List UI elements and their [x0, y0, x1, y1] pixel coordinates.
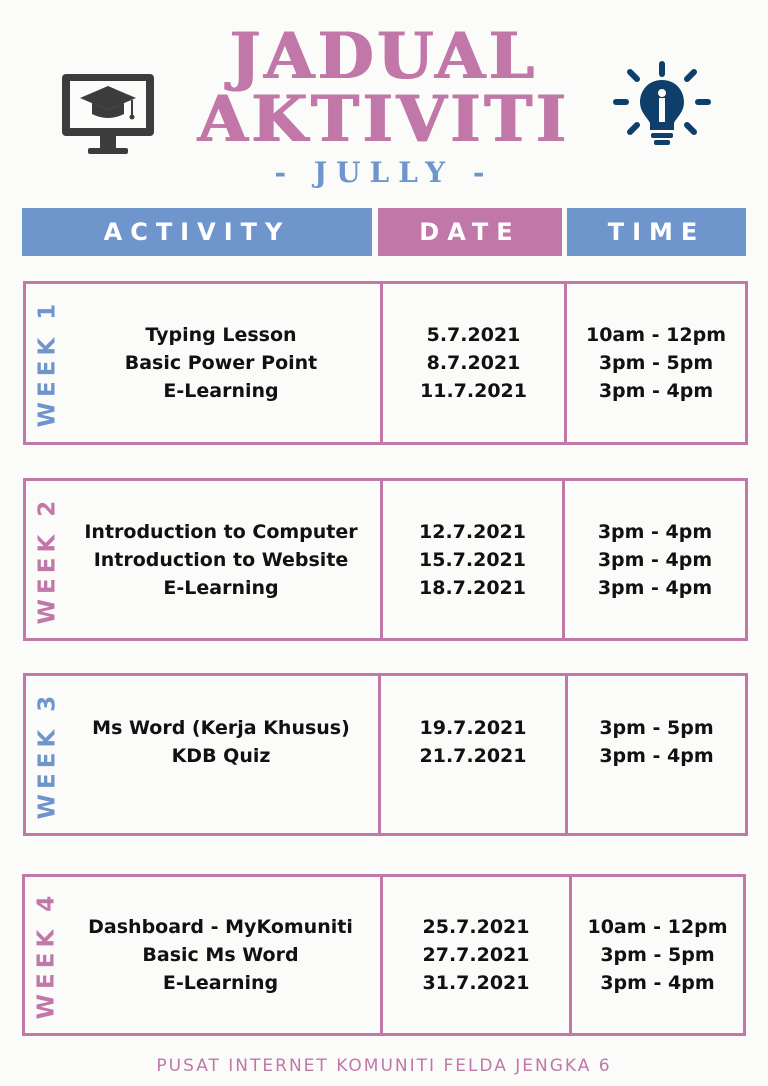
- time-item: 3pm - 5pm: [600, 944, 715, 966]
- week-3-label: WEEK 3: [34, 690, 61, 819]
- title-line-1: JADUAL: [230, 19, 538, 94]
- activity-item: E-Learning: [163, 576, 279, 599]
- date-item: 25.7.2021: [422, 916, 530, 938]
- header-activity: ACTIVITY: [22, 208, 372, 256]
- activity-item: Introduction to Website: [93, 548, 349, 571]
- date-item: 18.7.2021: [419, 576, 526, 599]
- activity-item: E-Learning: [163, 380, 279, 402]
- time-item: 10am - 12pm: [585, 324, 726, 346]
- activity-item: Basic Ms Word: [142, 944, 299, 966]
- time-item: 3pm - 5pm: [598, 352, 714, 374]
- time-item: 3pm - 4pm: [597, 520, 713, 543]
- date-item: 8.7.2021: [426, 352, 521, 374]
- month-subtitle: - JULLY -: [274, 156, 494, 189]
- date-item: 21.7.2021: [419, 745, 527, 767]
- activity-item: Basic Power Point: [124, 352, 318, 374]
- time-item: 3pm - 5pm: [599, 717, 714, 739]
- week-4-activities: [65, 877, 376, 1033]
- activity-item: Introduction to Computer: [84, 520, 358, 543]
- week-2-activities: [66, 481, 376, 638]
- week-3-activities: [66, 676, 376, 833]
- week-2-row: [23, 478, 748, 641]
- week-1-label: WEEK 1: [34, 298, 61, 428]
- week-4-dates: [383, 877, 569, 1033]
- date-item: 31.7.2021: [422, 972, 530, 994]
- activity-item: KDB Quiz: [171, 745, 271, 767]
- title-line-2: AKTIVITI: [198, 82, 570, 157]
- time-item: 3pm - 4pm: [597, 548, 713, 571]
- week-1-row: [23, 281, 748, 445]
- time-item: 3pm - 4pm: [597, 576, 713, 599]
- week-1-times: [567, 284, 745, 442]
- footer-organization: PUSAT INTERNET KOMUNITI FELDA JENGKA 6: [156, 1056, 612, 1076]
- date-item: 12.7.2021: [419, 520, 526, 543]
- header-time: TIME: [567, 208, 746, 256]
- week-4-times: [572, 877, 743, 1033]
- week-3-times: [568, 676, 745, 833]
- graduation-monitor-icon: [58, 70, 158, 162]
- date-item: 5.7.2021: [426, 324, 521, 346]
- time-item: 3pm - 4pm: [598, 380, 714, 402]
- activity-item: Ms Word (Kerja Khusus): [92, 717, 350, 739]
- header-date: DATE: [378, 208, 562, 256]
- week-4-label: WEEK 4: [33, 890, 60, 1020]
- date-item: 11.7.2021: [420, 380, 527, 402]
- time-item: 10am - 12pm: [587, 916, 728, 938]
- week-1-activities: [66, 284, 376, 442]
- week-2-dates: [383, 481, 562, 638]
- week-2-times: [565, 481, 745, 638]
- week-3-row: [23, 673, 748, 836]
- activity-item: Typing Lesson: [145, 324, 297, 346]
- week-3-dates: [381, 676, 565, 833]
- week-2-label: WEEK 2: [34, 495, 61, 624]
- date-item: 19.7.2021: [419, 717, 527, 739]
- activity-item: E-Learning: [162, 972, 279, 994]
- date-item: 15.7.2021: [419, 548, 526, 571]
- date-item: 27.7.2021: [422, 944, 530, 966]
- lightbulb-idea-icon: [610, 60, 714, 154]
- activity-item: Dashboard - MyKomuniti: [88, 916, 353, 938]
- week-4-row: [22, 874, 746, 1036]
- time-item: 3pm - 4pm: [599, 745, 714, 767]
- time-item: 3pm - 4pm: [600, 972, 715, 994]
- week-1-dates: [383, 284, 564, 442]
